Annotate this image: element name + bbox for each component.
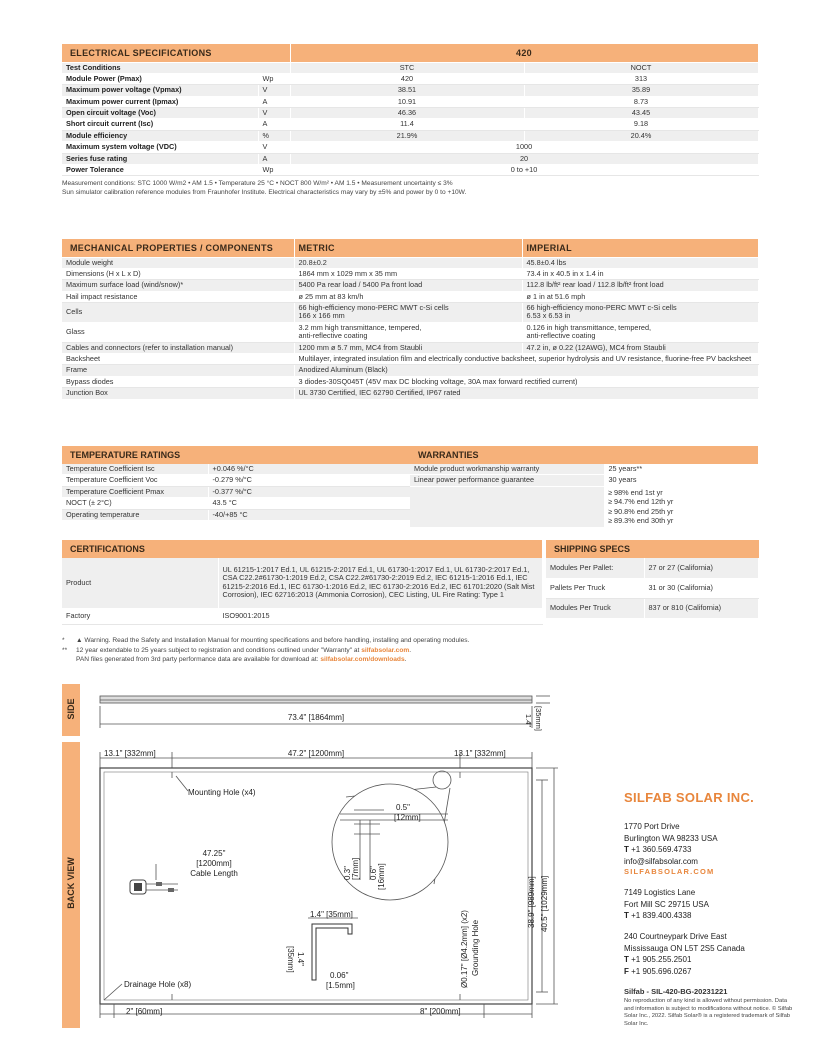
table-row (62, 142, 758, 153)
metric-value: ø 25 mm at 83 km/h (294, 291, 522, 302)
table-row (62, 280, 758, 291)
property-label: Backsheet (62, 354, 294, 365)
imperial-value: 47.2 in, ø 0.22 (12AWG), MC4 from Staubli (522, 342, 758, 353)
table-row (62, 268, 758, 279)
fax-number: +1 905.696.0267 (631, 966, 692, 976)
electrical-specs-table (62, 44, 758, 198)
table-row (62, 119, 758, 130)
address-3 (624, 931, 794, 977)
temperature-header: TEMPERATURE RATINGS (62, 446, 410, 464)
warranty-note-end: . (409, 646, 412, 654)
metric-value: 66 high-efficiency mono-PERC MWT c-Si cells 166 x 166 mm (294, 303, 522, 323)
param-unit: Wp (258, 73, 290, 84)
performance-list (604, 487, 758, 527)
metric-header: METRIC (294, 239, 522, 257)
property-label: Frame (62, 365, 294, 376)
temp-label: Operating temperature (62, 509, 208, 520)
property-label: Maximum surface load (wind/snow)* (62, 280, 294, 291)
detail-dim-1: 0.5" (396, 803, 410, 812)
shipping-value: 31 or 30 (California) (644, 578, 758, 598)
shipping-value: 27 or 27 (California) (644, 558, 758, 578)
noct-value: 35.89 (524, 85, 758, 96)
stc-value: 11.4 (290, 119, 524, 130)
detail-dim-1-mm: [12mm] (394, 813, 421, 822)
address-3-line-2: Mississauga ON L5T 2S5 Canada (624, 943, 745, 953)
address-1-line-2: Burlington WA 98233 USA (624, 833, 718, 843)
temp-value: -0.279 %/°C (208, 475, 410, 486)
temperature-table (62, 446, 410, 527)
address-2-line-1: 7149 Logistics Lane (624, 888, 696, 898)
param-label: Short circuit current (Isc) (62, 119, 258, 130)
mounting-hole-label: Mounting Hole (x4) (188, 788, 256, 797)
property-value: Multilayer, integrated insulation film and electrically conductive backsheet, superior hydrolysis and UV resistance, fluorine-free PV backsheet (294, 354, 758, 365)
stc-label: STC (290, 62, 524, 73)
metric-value: 5400 Pa rear load / 5400 Pa front load (294, 280, 522, 291)
profile-width: 1.4" [35mm] (310, 910, 353, 919)
temp-label: Temperature Coefficient Isc (62, 464, 208, 475)
temp-label: NOCT (± 2°C) (62, 498, 208, 509)
module-drawing (84, 684, 568, 1028)
grounding-hole-label: Grounding Hole (471, 919, 480, 976)
table-row (410, 464, 758, 475)
warranty-label: Linear power performance guarantee (410, 475, 604, 486)
phone-1[interactable]: +1 360.569.4733 (631, 845, 692, 855)
table-row (62, 85, 758, 96)
footnote-star: * (62, 637, 65, 644)
product-certs: UL 61215-1:2017 Ed.1, UL 61215-2:2017 Ed.1, UL 61730-1:2017 Ed.1, UL 61730-2:2017 Ed.1, CSA C22.2#61730-1:2019 Ed.2, CSA C22.2#61730-2:2019 Ed.2, IEC 61215-1:2016 Ed.1, IEC 61215-2:2016 Ed.1, IEC 61730-1:2016 Ed.2, IEC 61730-2:2016 Ed.2, IEC 61701:2020 (Salt Mist Corrosion), IEC 62716:2013 (Ammonia Corrosion), CEC Listing, UL Fire Rating: Type 1 (218, 558, 542, 608)
imperial-value: 0.126 in high transmittance, tempered, anti-reflective coating (522, 322, 758, 342)
imperial-header: IMPERIAL (522, 239, 758, 257)
table-row (62, 130, 758, 141)
test-conditions-label: Test Conditions (62, 62, 290, 73)
table-row (546, 598, 758, 618)
param-value: 20 (290, 153, 758, 164)
mechanical-table (62, 239, 758, 400)
bottom-dimensions (100, 1004, 532, 1018)
electrical-header: ELECTRICAL SPECIFICATIONS (62, 44, 290, 62)
table-row (62, 165, 758, 176)
temp-label: Temperature Coefficient Voc (62, 475, 208, 486)
stc-value: 21.9% (290, 130, 524, 141)
side-depth-mm: [35mm] (534, 706, 543, 732)
temp-warranty-section (62, 446, 758, 527)
certifications-table (62, 540, 542, 625)
property-label: Module weight (62, 257, 294, 268)
warning-icon: ▲ (76, 637, 83, 644)
detail-dim-2: 0.3" (343, 866, 352, 880)
property-value: Anodized Aluminum (Black) (294, 365, 758, 376)
performance-item: ≥ 89.3% end 30th yr (608, 516, 674, 526)
measurement-note: Measurement conditions: STC 1000 W/m2 • AM 1.5 • Temperature 25 °C • NOCT 800 W/m² • AM 1.5 • Measurement uncertainty ≤ 3% (62, 180, 453, 188)
param-label: Maximum power current (Ipmax) (62, 96, 258, 107)
noct-label: NOCT (524, 62, 758, 73)
certifications-header: CERTIFICATIONS (62, 540, 542, 558)
warranty-note: 12 year extendable to 25 years subject to registration and conditions outlined under "Warranty" at (76, 646, 362, 654)
drainage-hole-label: Drainage Hole (x8) (124, 980, 192, 989)
imperial-value: 66 high-efficiency mono-PERC MWT c-Si cells 6.53 x 6.53 in (522, 303, 758, 323)
side-depth-in: 1.4" (524, 714, 533, 728)
document-id: Silfab - SIL-420-BG-20231221 (624, 987, 728, 997)
param-unit: A (258, 153, 290, 164)
cable-junction (130, 849, 238, 894)
side-depth-dim (524, 706, 543, 731)
property-value: 3 diodes-30SQ045T (45V max DC blocking voltage, 30A max forward rectified current) (294, 376, 758, 387)
side-length-dim: 73.4" [1864mm] (287, 713, 345, 722)
performance-item: ≥ 94.7% end 12th yr (608, 497, 674, 507)
address-3-line-1: 240 Courtneypark Drive East (624, 932, 727, 942)
performance-item: ≥ 98% end 1st yr (608, 487, 663, 497)
profile-height-mm: [35mm] (286, 946, 295, 973)
table-row (62, 291, 758, 302)
stc-value: 46.36 (290, 108, 524, 119)
website-link[interactable]: SILFABSOLAR.COM (624, 867, 715, 877)
cert-shipping-section (62, 540, 758, 625)
cable-length-in: 47.25" (202, 849, 226, 858)
property-label: Dimensions (H x L x D) (62, 268, 294, 279)
property-value: UL 3730 Certified, IEC 62790 Certified, IP67 rated (294, 388, 758, 399)
property-label: Glass (62, 322, 294, 342)
profile-height-in: 1.4" (296, 952, 305, 966)
back-view-label: BACK VIEW (66, 857, 76, 909)
bottom-dim-left: 2" [60mm] (126, 1007, 163, 1016)
footnotes (62, 636, 662, 665)
product-label: Product (62, 558, 218, 608)
detail-dim-2-mm: [7mm] (351, 857, 360, 880)
table-row (62, 486, 410, 497)
phone-label-1: T (624, 845, 629, 855)
pan-note-end: . (404, 656, 407, 664)
param-value: 0 to +10 (290, 165, 758, 176)
param-unit: V (258, 85, 290, 96)
legal-notice: No reproduction of any kind is allowed without permission. Data and information is subject to modifications without notice. © Silfab Solar Inc., 2022. Silfab Solar® is a registered trademark of Silfab Solar Inc. (624, 998, 793, 1027)
imperial-value: 112.8 lb/ft² rear load / 112.8 lb/ft² front load (522, 280, 758, 291)
profile-thickness-in: 0.06" (330, 971, 349, 980)
temp-value: 43.5 °C (208, 498, 410, 509)
noct-value: 43.45 (524, 108, 758, 119)
side-label: SIDE (66, 698, 76, 720)
shipping-header: SHIPPING SPECS (546, 540, 759, 558)
temp-value: +0.046 %/°C (208, 464, 410, 475)
address-2 (624, 887, 794, 922)
cable-length-mm: [1200mm] (196, 859, 232, 868)
property-label: Hail impact resistance (62, 291, 294, 302)
table-row (62, 153, 758, 164)
fax-label: F (624, 966, 629, 976)
warranty-link[interactable]: silfabsolar.com (361, 646, 410, 654)
footnote-double-star: ** (62, 646, 68, 654)
warranties-header: WARRANTIES (410, 446, 758, 464)
param-unit: V (258, 108, 290, 119)
warranty-label: Module product workmanship warranty (410, 464, 604, 475)
param-label: Maximum system voltage (VDC) (62, 142, 258, 153)
param-label: Series fuse rating (62, 153, 258, 164)
noct-value: 20.4% (524, 130, 758, 141)
table-row (62, 376, 758, 387)
table-row (62, 509, 410, 520)
temp-value: -40/+85 °C (208, 509, 410, 520)
address-1 (624, 821, 794, 878)
height-dim-outer: 40.5" [1029mm] (540, 875, 549, 932)
table-row (62, 73, 758, 84)
side-view (100, 696, 550, 731)
table-row (546, 578, 758, 598)
table-row (62, 365, 758, 376)
param-label: Maximum power voltage (Vpmax) (62, 85, 258, 96)
phone-2[interactable]: +1 839.400.4338 (631, 911, 692, 921)
metric-value: 1864 mm x 1029 mm x 35 mm (294, 268, 522, 279)
mechanical-header: MECHANICAL PROPERTIES / COMPONENTS (62, 239, 294, 257)
profile-thickness-mm: [1.5mm] (326, 981, 355, 990)
pan-note: PAN files generated from 3rd party performance data are available for download at: (76, 656, 321, 664)
performance-item: ≥ 90.8% end 25th yr (608, 506, 674, 516)
table-row (62, 498, 410, 509)
bottom-dim-right: 8" [200mm] (420, 1007, 461, 1016)
param-label: Module efficiency (62, 130, 258, 141)
grounding-hole-dim: Ø0.17" [Ø4.2mm] (x2) (460, 910, 469, 988)
imperial-value: 73.4 in x 40.5 in x 1.4 in (522, 268, 758, 279)
height-dim-inner: 38.9" [989mm] (527, 876, 536, 928)
temp-value: -0.377 %/°C (208, 486, 410, 497)
simulator-note: Sun simulator calibration reference modules from Fraunhofer Institute. Electrical characteristics may vary by ±5% and power by 0 to +10W. (62, 189, 467, 197)
shipping-value: 837 or 810 (California) (644, 598, 758, 618)
table-row (62, 303, 758, 323)
warranties-table (410, 446, 758, 527)
top-dim-right: 13.1" [332mm] (454, 749, 506, 758)
table-row (410, 475, 758, 486)
top-dimensions (100, 749, 532, 768)
table-row (62, 96, 758, 107)
temp-label: Temperature Coefficient Pmax (62, 486, 208, 497)
metric-value: 1200 mm ø 5.7 mm, MC4 from Staubli (294, 342, 522, 353)
address-1-line-1: 1770 Port Drive (624, 822, 680, 831)
downloads-link[interactable]: silfabsolar.com/downloads (320, 656, 405, 664)
detail-dim-3: 0.6" (369, 866, 378, 880)
noct-value: 313 (524, 73, 758, 84)
imperial-value: ø 1 in at 51.6 mph (522, 291, 758, 302)
param-unit: % (258, 130, 290, 141)
warranty-value: 25 years** (604, 464, 758, 475)
table-row (62, 257, 758, 268)
metric-value: 20.8±0.2 (294, 257, 522, 268)
shipping-table (546, 540, 759, 625)
company-name: SILFAB SOLAR INC. (624, 790, 755, 805)
param-unit: A (258, 96, 290, 107)
param-unit: A (258, 119, 290, 130)
phone-3[interactable]: +1 905.255.2501 (631, 955, 692, 965)
param-label: Power Tolerance (62, 165, 258, 176)
stc-value: 10.91 (290, 96, 524, 107)
detail-dim-3-mm: [16mm] (377, 863, 386, 890)
param-value: 1000 (290, 142, 758, 153)
cable-length-label: Cable Length (190, 869, 238, 878)
table-row (62, 354, 758, 365)
table-row (62, 464, 410, 475)
shipping-label: Pallets Per Truck (546, 578, 644, 598)
address-2-line-2: Fort Mill SC 29715 USA (624, 899, 709, 909)
property-label: Cells (62, 303, 294, 323)
table-row (62, 108, 758, 119)
warranty-value: 30 years (604, 475, 758, 486)
email-link[interactable]: info@silfabsolar.com (624, 856, 698, 866)
param-label: Module Power (Pmax) (62, 73, 258, 84)
phone-label-3: T (624, 955, 629, 965)
top-dim-center: 47.2" [1200mm] (287, 749, 345, 758)
table-row (62, 322, 758, 342)
warning-text: Warning. Read the Safety and Installation Manual for mounting specifications and before handling, installing and operating modules. (84, 637, 470, 644)
property-label: Bypass diodes (62, 376, 294, 387)
top-dim-left: 13.1" [332mm] (104, 749, 156, 758)
table-row (62, 388, 758, 399)
param-label: Open circuit voltage (Voc) (62, 108, 258, 119)
noct-value: 8.73 (524, 96, 758, 107)
detail-view (332, 771, 451, 900)
factory-label: Factory (62, 608, 218, 624)
param-unit: V (258, 142, 290, 153)
param-unit: Wp (258, 165, 290, 176)
property-label: Junction Box (62, 388, 294, 399)
property-label: Cables and connectors (refer to installation manual) (62, 342, 294, 353)
company-info (624, 790, 794, 1029)
side-label-bar (62, 684, 80, 736)
frame-profile (286, 910, 358, 990)
table-row (62, 475, 410, 486)
imperial-value: 45.8±0.4 lbs (522, 257, 758, 268)
factory-cert: ISO9001:2015 (218, 608, 542, 624)
phone-label-2: T (624, 911, 629, 921)
metric-value: 3.2 mm high transmittance, tempered, anti-reflective coating (294, 322, 522, 342)
table-row (546, 558, 758, 578)
noct-value: 9.18 (524, 119, 758, 130)
back-view-label-bar (62, 742, 80, 1028)
model-number: 420 (290, 44, 758, 62)
stc-value: 420 (290, 73, 524, 84)
table-row (62, 342, 758, 353)
shipping-label: Modules Per Truck (546, 598, 644, 618)
shipping-label: Modules Per Pallet: (546, 558, 644, 578)
stc-value: 38.51 (290, 85, 524, 96)
